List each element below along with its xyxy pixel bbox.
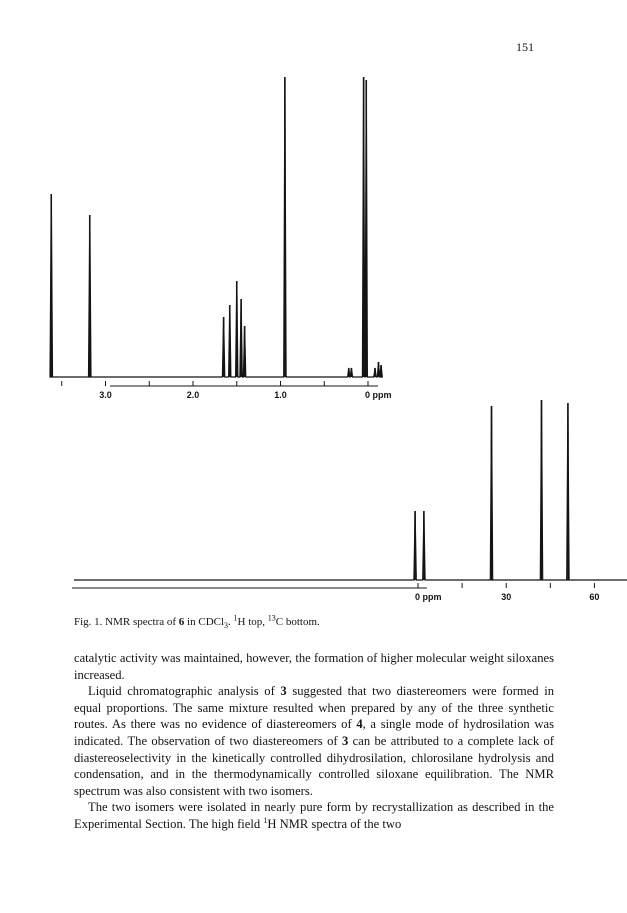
- tick-label: 1.0: [274, 390, 287, 400]
- tick-label: 60: [589, 592, 600, 602]
- tick-label: 0 ppm: [365, 390, 392, 400]
- paragraph-3: The two isomers were isolated in nearly pure form by recrystallization as described in the Experimental Section. The high field $^1$H NMR spectra of the two: [74, 800, 554, 831]
- proton-ppm-axis: [62, 381, 392, 400]
- tick-label: 30: [501, 592, 512, 602]
- tick-label: 0 ppm: [415, 592, 442, 602]
- proton-peaks: [50, 77, 382, 377]
- page-number: 151: [516, 40, 534, 54]
- spectrum-trace: [74, 400, 627, 580]
- body-text: [74, 650, 554, 833]
- tick-label: 3.0: [99, 390, 112, 400]
- figure-caption: Fig. 1. NMR spectra of 6 in CDCl$_3$. $^1$H top, $^{13}$C bottom.: [74, 613, 320, 631]
- carbon-ppm-axis: [72, 583, 627, 602]
- carbon-nmr-spectrum: [0, 400, 627, 615]
- spectrum-trace: [50, 77, 382, 377]
- paragraph-1: catalytic activity was maintained, however, the formation of higher molecular weight siloxanes increased.: [74, 651, 554, 682]
- carbon-peaks: [74, 400, 627, 580]
- tick-label: 2.0: [186, 390, 200, 400]
- proton-nmr-spectrum: [0, 60, 627, 420]
- paragraph-2: Liquid chromatographic analysis of 3 suggested that two diastereomers were formed in equal proportions. The same mixture resulted when prepared by any of the three synthetic routes. As there was no evidence of diastereomers of 4, a single mode of hydrosilation was indicated. The observation of two diastereomers of 3 can be attributed to a complete lack of diastereoselectivity in the kinetically controlled dihydrosilation, chlorosilane hydrolysis and condensation, and in the thermodynamically controlled siloxane equilibration. The NMR spectrum was also consistent with two isomers.: [74, 684, 554, 798]
